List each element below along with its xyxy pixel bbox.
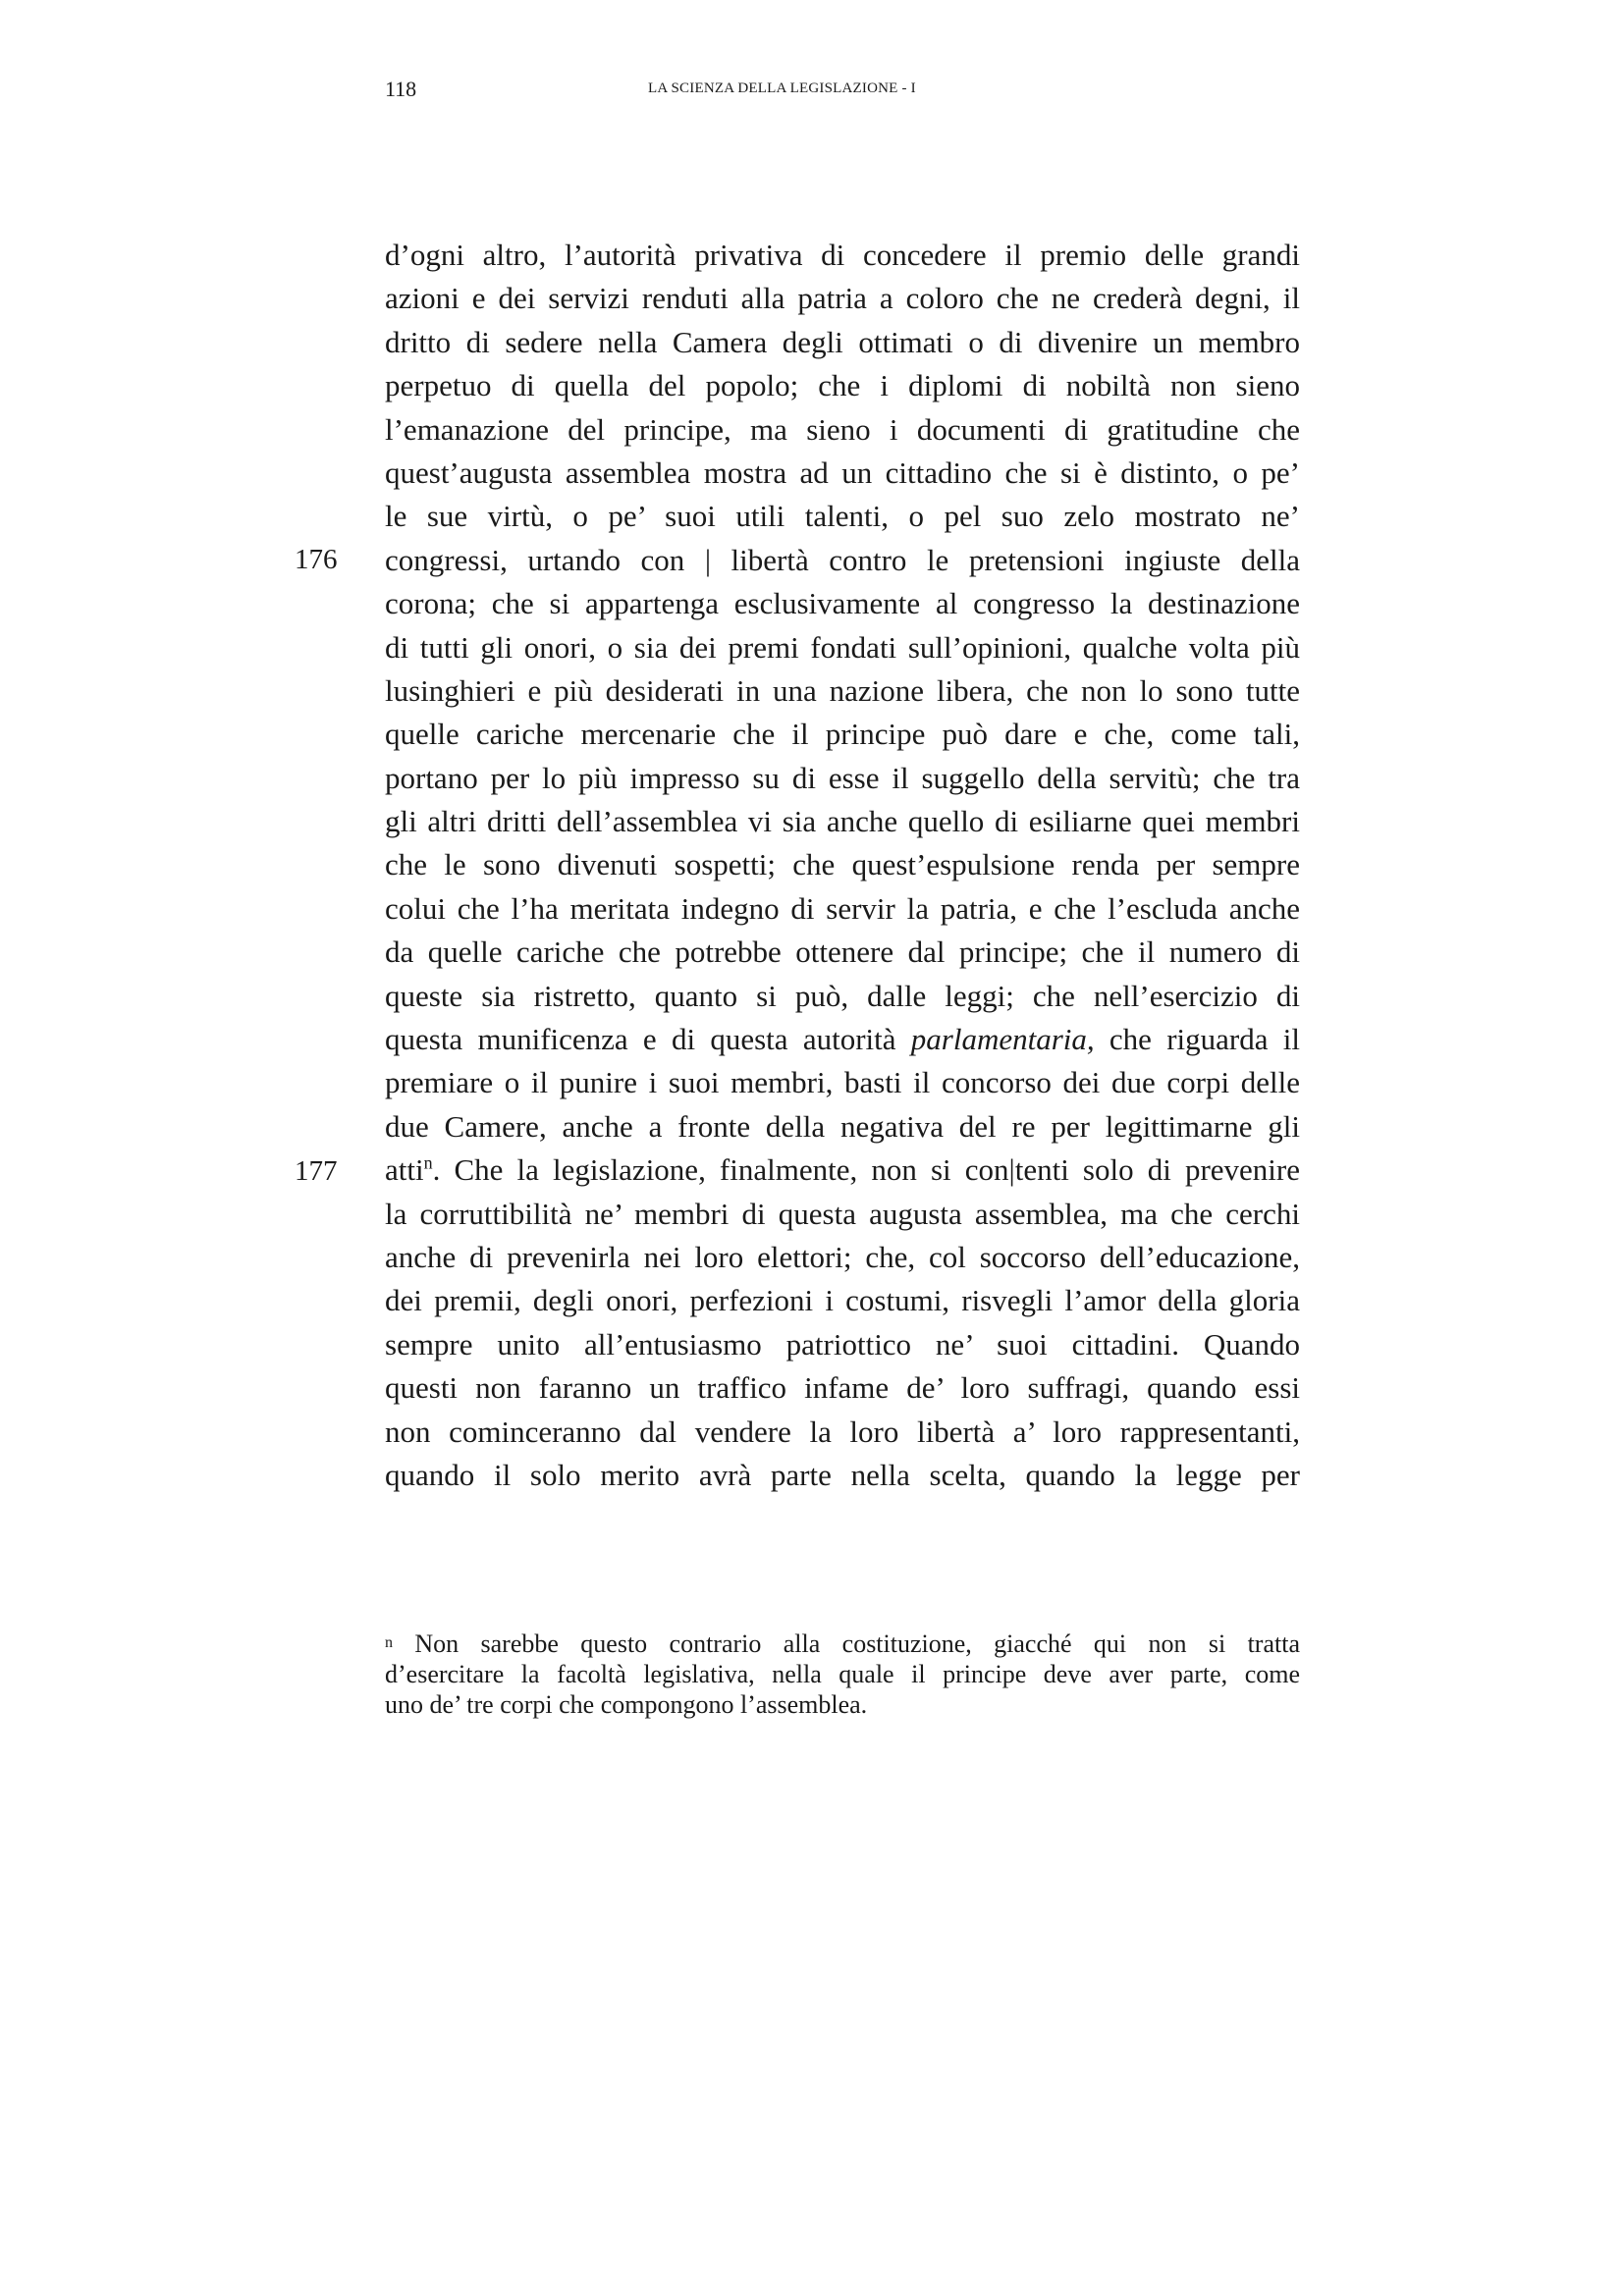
body-line: questi non faranno un traffico infame de’ loro suffragi, quando essi	[385, 1370, 1300, 1406]
body-line: l’emanazione del principe, ma sieno i documenti di gratitudine che	[385, 411, 1300, 447]
body-line: azioni e dei servizi renduti alla patria a coloro che ne crederà degni, il	[385, 281, 1300, 316]
footnote-line	[385, 1628, 1300, 1659]
body-line-start: questa munificenza e di questa autorità	[385, 1022, 896, 1057]
body-line: dritto di sedere nella Camera degli ottimati o di divenire un membro	[385, 324, 1300, 359]
footnote-marker: n	[385, 1634, 393, 1651]
body-line: di tutti gli onori, o sia dei premi fondati sull’opinioni, qualche volta più	[385, 629, 1300, 665]
body-line-end: . Che la legislazione, finalmente, non si con|tenti solo di prevenire	[432, 1152, 1300, 1188]
body-line: quest’augusta assemblea mostra ad un cittadino che si è distinto, o pe’	[385, 454, 1300, 490]
body-line-with-italic	[385, 1018, 1300, 1061]
footnote-text: Non sarebbe questo contrario alla costituzione, giacché qui non si tratta	[393, 1629, 1300, 1658]
body-line-start: atti	[385, 1152, 424, 1188]
body-line: la corruttibilità ne’ membri di questa augusta assemblea, ma che cerchi	[385, 1196, 1300, 1231]
body-line: due Camere, anche a fronte della negativa del re per legittimarne gli	[385, 1108, 1300, 1144]
footnote	[385, 1628, 1300, 1720]
body-line: non cominceranno dal vendere la loro libertà a’ loro rappresentanti,	[385, 1414, 1300, 1449]
body-line-end: che riguarda il	[1094, 1022, 1300, 1057]
margin-number-177: 177	[295, 1155, 338, 1187]
body-line: anche di prevenirla nei loro elettori; che, col soccorso dell’educazione,	[385, 1239, 1300, 1274]
body-line: lusinghieri e più desiderati in una nazione libera, che non lo sono tutte	[385, 672, 1300, 708]
body-text	[385, 234, 1300, 1497]
body-line: premiare o il punire i suoi membri, basti il concorso dei due corpi delle	[385, 1065, 1300, 1100]
italic-term: parlamentaria,	[910, 1022, 1095, 1057]
body-line: portano per lo più impresso su di esse il suggello della servitù; che tra	[385, 760, 1300, 795]
body-line: colui che l’ha meritata indegno di servir la patria, e che l’escluda anche	[385, 890, 1300, 926]
running-title: LA SCIENZA DELLA LEGISLAZIONE - I	[648, 80, 916, 96]
body-line: d’ogni altro, l’autorità privativa di concedere il premio delle grandi	[385, 238, 1300, 272]
body-line: che le sono divenuti sospetti; che quest’espulsione renda per sempre	[385, 847, 1300, 882]
body-line: sempre unito all’entusiasmo patriottico ne’ suoi cittadini. Quando	[385, 1326, 1300, 1362]
body-line: quando il solo merito avrà parte nella scelta, quando la legge per	[385, 1457, 1300, 1492]
body-line: perpetuo di quella del popolo; che i diplomi di nobiltà non sieno	[385, 368, 1300, 403]
body-line: le sue virtù, o pe’ suoi utili talenti, o pel suo zelo mostrato ne’	[385, 499, 1300, 534]
body-line: da quelle cariche che potrebbe ottenere dal principe; che il numero di	[385, 934, 1300, 970]
page-number: 118	[385, 77, 417, 101]
footnote-reference[interactable]: n	[423, 1152, 433, 1173]
body-line: queste sia ristretto, quanto si può, dalle leggi; che nell’esercizio di	[385, 978, 1300, 1013]
body-line: quelle cariche mercenarie che il principe può dare e che, come tali,	[385, 717, 1300, 752]
running-head	[385, 77, 1300, 116]
body-line: gli altri dritti dell’assemblea vi sia anche quello di esiliarne quei membri	[385, 804, 1300, 839]
body-line: dei premii, degli onori, perfezioni i costumi, risvegli l’amor della gloria	[385, 1283, 1300, 1318]
body-line-with-footnote	[385, 1148, 1300, 1192]
footnote-line: uno de’ tre corpi che compongono l’assemblea.	[385, 1690, 868, 1719]
body-line: corona; che si appartenga esclusivamente al congresso la destinazione	[385, 586, 1300, 621]
body-line: congressi, urtando con | libertà contro le pretensioni ingiuste della	[385, 542, 1300, 577]
footnote-line: d’esercitare la facoltà legislativa, nella quale il principe deve aver parte, come	[385, 1660, 1300, 1688]
margin-number-176: 176	[295, 544, 338, 575]
